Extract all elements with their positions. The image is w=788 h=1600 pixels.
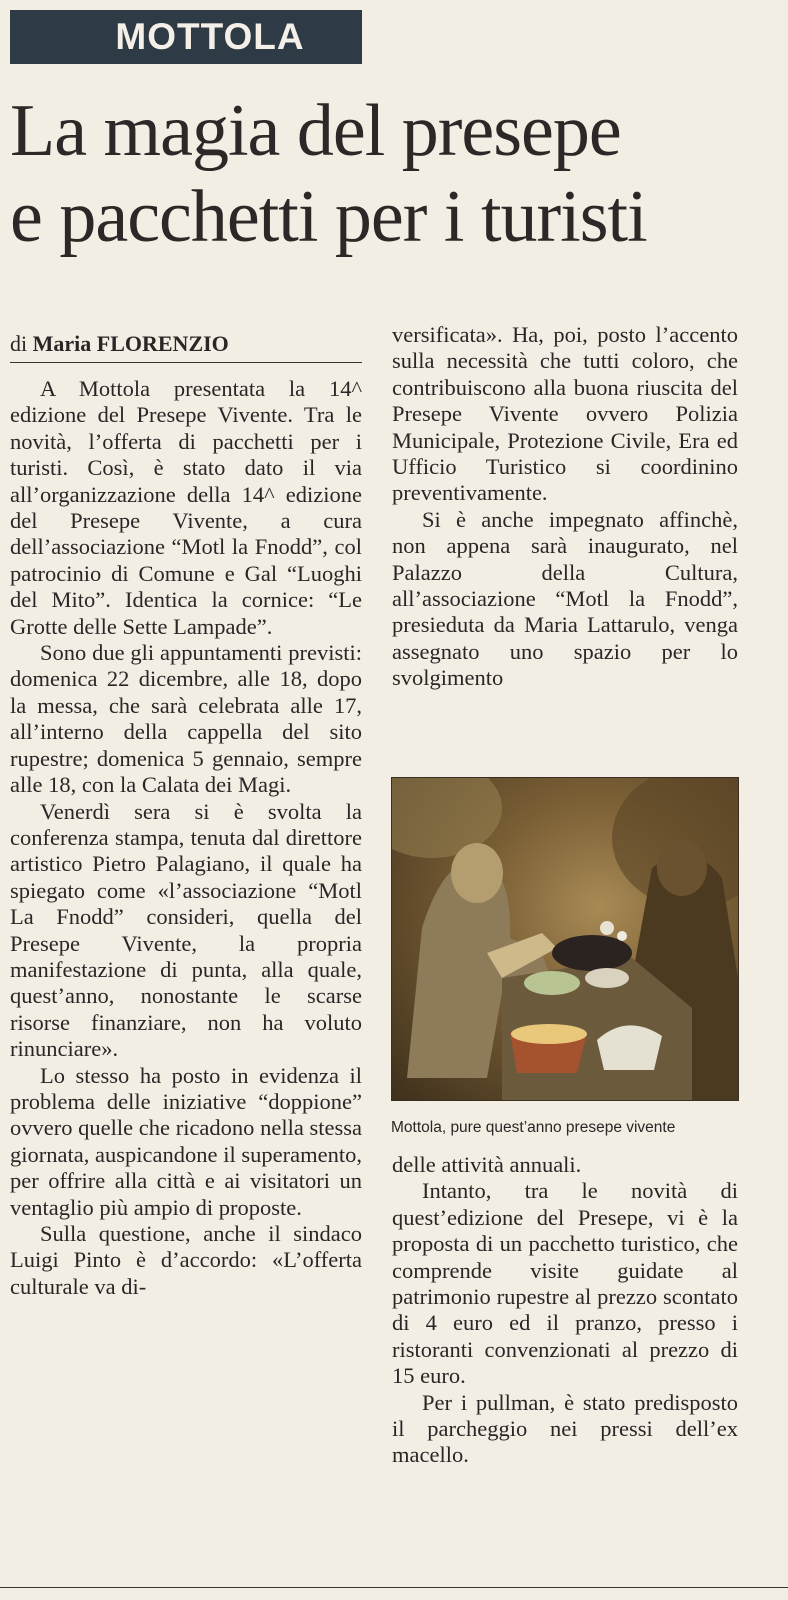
paragraph: versificata». Ha, poi, posto l’accento sulla necessità che tutti coloro, che contribuiscono alla buona riuscita del Presepe Vivente ovvero Polizia Municipale, Protezione Civile, Era ed Ufficio Turistico si coordinino preventivamente.	[392, 322, 738, 506]
section-tag-label: MOTTOLA	[115, 16, 305, 57]
section-tag	[10, 10, 362, 64]
paragraph: Venerdì sera si è svolta la conferenza stampa, tenuta dal direttore artistico Pietro Palagiano, il quale ha spiegato come «l’associazione “Motl La Fnodd” consideri, quella del Presepe Vivente, la propria manifestazione di punta, alla quale, quest’anno, nonostante le scarse risorse finanziare, non ha voluto rinunciare».	[10, 798, 362, 1062]
paragraph: A Mottola presentata la 14^ edizione del Presepe Vivente. Tra le novità, l’offerta di pacchetti per i turisti. Così, è stato dato il via all’organizzazione della 14^ edizione del Presepe Vivente, a cura dell’associazione “Motl la Fnodd”, col patrocinio di Comune e Gal “Luoghi del Mito”. Identica la cornice: “Le Grotte delle Sette Lampade”.	[10, 376, 362, 639]
byline-prefix: di	[10, 331, 28, 356]
paragraph: Intanto, tra le novità di quest’edizione del Presepe, vi è la proposta di un pacchetto turistico, che comprende visite guidate al patrimonio rupestre al prezzo scontato di 4 euro ed il pranzo, presso i ristoranti convenzionati al prezzo di 15 euro.	[392, 1178, 738, 1389]
article-column-right-bottom	[392, 1152, 738, 1469]
photo-caption: Mottola, pure quest’anno presepe vivente	[391, 1119, 676, 1136]
paragraph: Si è anche impegnato affinchè, non appena sarà inaugurato, nel Palazzo della Cultura, all’associazione “Motl la Fnodd”, presieduta da Maria Lattarulo, venga assegnato uno spazio per lo svolgimento	[392, 506, 738, 691]
article-column-left	[10, 376, 362, 1300]
article-column-right-top	[392, 322, 738, 692]
headline-line-1: La magia del presepe	[10, 90, 621, 172]
paragraph: delle attività annuali.	[392, 1152, 582, 1177]
paragraph: Sono due gli appuntamenti previsti: domenica 22 dicembre, alle 18, dopo la messa, che sarà celebrata alle 17, all’interno della cappella del sito rupestre; domenica 5 gennaio, sempre alle 18, con la Calata dei Magi.	[10, 640, 362, 798]
bottom-divider	[0, 1587, 788, 1588]
byline	[10, 330, 362, 363]
nativity-photo	[391, 777, 739, 1101]
paragraph: Sulla questione, anche il sindaco Luigi Pinto è d’accordo: «L’offerta culturale va di-	[10, 1221, 362, 1299]
paragraph: Lo stesso ha posto in evidenza il problema delle iniziative “doppione” ovvero quelle che ricadono nella stessa giornata, auspicandone il superamento, per offrire alla città e ai visitatori un ventaglio più ampio di proposte.	[10, 1062, 362, 1220]
headline	[10, 88, 780, 260]
headline-line-2: e pacchetti per i turisti	[10, 176, 647, 258]
paragraph: Per i pullman, è stato predisposto il parcheggio nei pressi dell’ex macello.	[392, 1389, 738, 1468]
byline-author: Maria FLORENZIO	[32, 331, 229, 356]
nativity-photo-illustration	[392, 778, 738, 1100]
